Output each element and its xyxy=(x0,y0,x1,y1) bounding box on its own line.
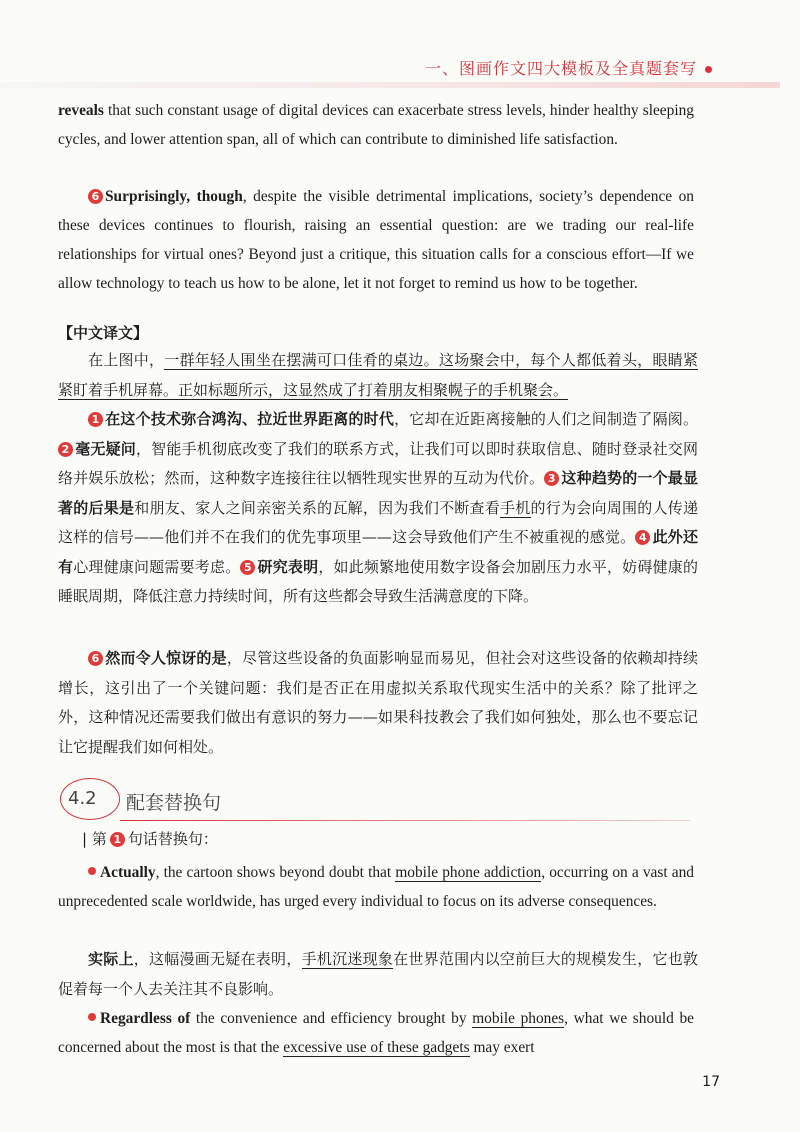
section-rule xyxy=(120,820,690,821)
underlined-text: mobile phones xyxy=(472,1010,565,1027)
english-paragraph-6 xyxy=(58,182,694,298)
sentence-number-badge: 6 xyxy=(88,189,103,204)
underlined-text: 一群年轻人围坐在摆满可口佳肴的桌边。这场聚会中，每个人都低着头， xyxy=(164,351,653,369)
keyword: 这种趋势的一个最显著的后果是 xyxy=(58,469,698,517)
section-number: 4.2 xyxy=(68,788,97,809)
bullet-icon xyxy=(88,867,96,875)
text: 和朋友、家人之间亲密关系的瓦解，因为我们不断查看 xyxy=(134,498,501,517)
text: , the cartoon shows beyond doubt that xyxy=(155,864,396,881)
text: , what we should be concerned about the most is that the xyxy=(58,1010,694,1056)
keyword: 研究表明 xyxy=(257,557,319,576)
bullet-icon xyxy=(88,1013,96,1021)
paragraph-text: that such constant usage of digital devices can exacerbate stress levels, hinder healthy sleeping cycles, and lower attention span, all of which can contribute to diminished life satisfaction. xyxy=(58,102,694,148)
underlined-text: mobile phone addiction xyxy=(395,864,542,881)
section-title: 配套替换句 xyxy=(126,792,222,814)
text: the convenience and efficiency brought by xyxy=(190,1010,473,1027)
chinese-paragraph-2 xyxy=(58,405,698,612)
running-header-title: 一、图画作文四大模板及全真题套写 xyxy=(424,59,697,78)
underlined-text: 手机 xyxy=(500,498,531,517)
keyword: 实际上 xyxy=(88,950,134,968)
text: ，智能手机彻底改变了我们的联系方式，让我们可以即时获取信息、随时登录社交网络并娱乐放松；然而，这种数字连接往往以牺牲现实世界的互动为代价。 xyxy=(58,439,698,487)
keyword: 然而令人惊讶的是 xyxy=(105,649,227,667)
keyword: 毫无疑问 xyxy=(75,439,136,458)
paragraph-text: , despite the visible detrimental implications, society’s dependence on these devices continues to flourish, raising an essential question: are we trading our real-life relationships for virtual ones? Beyond just a critique, this situation calls for a conscious effort—If we allow technology to teach us how to be alone, let it not forget to remind us how to be together. xyxy=(58,188,695,292)
sentence-number-badge: 4 xyxy=(635,530,650,545)
replacement-sentence-1-translation xyxy=(58,945,698,1004)
text: 在上图中， xyxy=(88,351,165,369)
keyword: 在这个技术弥合鸿沟、拉近世界距离的时代 xyxy=(105,410,395,428)
sentence-number-badge: 6 xyxy=(88,651,103,666)
text: may exert xyxy=(469,1039,535,1056)
underlined-text: excessive use of these gadgets xyxy=(283,1039,470,1056)
text: 的行为会向周围的人传递这样的信号——他们并不在我们的优先事项里——这会导致他们产生不被重视的感觉。 xyxy=(58,498,698,546)
keyword: Regardless of xyxy=(100,1010,191,1027)
text: 在世界范围内以空前巨大的规模发生，它也敦促着每一个人去关注其不良影响。 xyxy=(58,950,698,998)
page-number: 17 xyxy=(702,1074,720,1090)
text: ，尽管这些设备的负面影响显而易见，但社会对这些设备的依赖却持续增长，这引出了一个关键问题：我们是否正在用虚拟关系取代现实生活中的关系？除了批评之外，这种情况还需要我们做出有意识的努力——如果科技教会了我们如何独处，那么也不要忘记让它提醒我们如何相处。 xyxy=(58,649,698,756)
text: , occurring on a vast and unprecedented scale worldwide, has urged every individual to focus on its adverse consequences. xyxy=(58,864,694,910)
text: ，这幅漫画无疑在表明， xyxy=(133,950,302,968)
sentence-number-badge: 3 xyxy=(544,471,559,486)
keyword: Actually xyxy=(100,864,156,881)
subheading-suffix: 句话替换句： xyxy=(127,830,218,848)
replacement-sentence-1 xyxy=(58,858,694,916)
keyword: reveals xyxy=(58,102,104,119)
subheading xyxy=(82,828,218,849)
text: ，如此频繁地使用数字设备会加剧压力水平，妨碍健康的睡眠周期，降低注意力持续时间，所有这些都会导致生活满意度的下降。 xyxy=(58,557,698,605)
text: 心理健康问题需要考虑。 xyxy=(73,557,241,576)
running-header xyxy=(425,56,712,79)
replacement-sentence-2 xyxy=(58,1004,694,1062)
chinese-paragraph-1 xyxy=(58,346,698,405)
header-rule xyxy=(0,82,780,88)
chinese-paragraph-3 xyxy=(58,644,698,762)
text: ，它却在近距离接触的人们之间制造了隔阂。 xyxy=(394,410,698,428)
sentence-number-badge: 1 xyxy=(88,412,103,427)
keyword: Surprisingly, though xyxy=(105,188,243,205)
keyword: 此外还有 xyxy=(58,528,698,576)
translation-heading: 【中文译文】 xyxy=(58,324,149,342)
english-paragraph-5 xyxy=(58,96,694,154)
underlined-text: 眼睛紧紧盯着手机屏幕。正如标题所示，这显然成了打着朋友相聚幌子的手机聚会。 xyxy=(58,351,698,399)
subheading-prefix: | 第 xyxy=(82,830,107,848)
header-dot-icon xyxy=(705,66,712,73)
sentence-number-badge: 2 xyxy=(58,442,73,457)
sentence-number-badge: 1 xyxy=(110,832,125,847)
sentence-number-badge: 5 xyxy=(240,560,255,575)
underlined-text: 手机沉迷现象 xyxy=(301,950,394,968)
